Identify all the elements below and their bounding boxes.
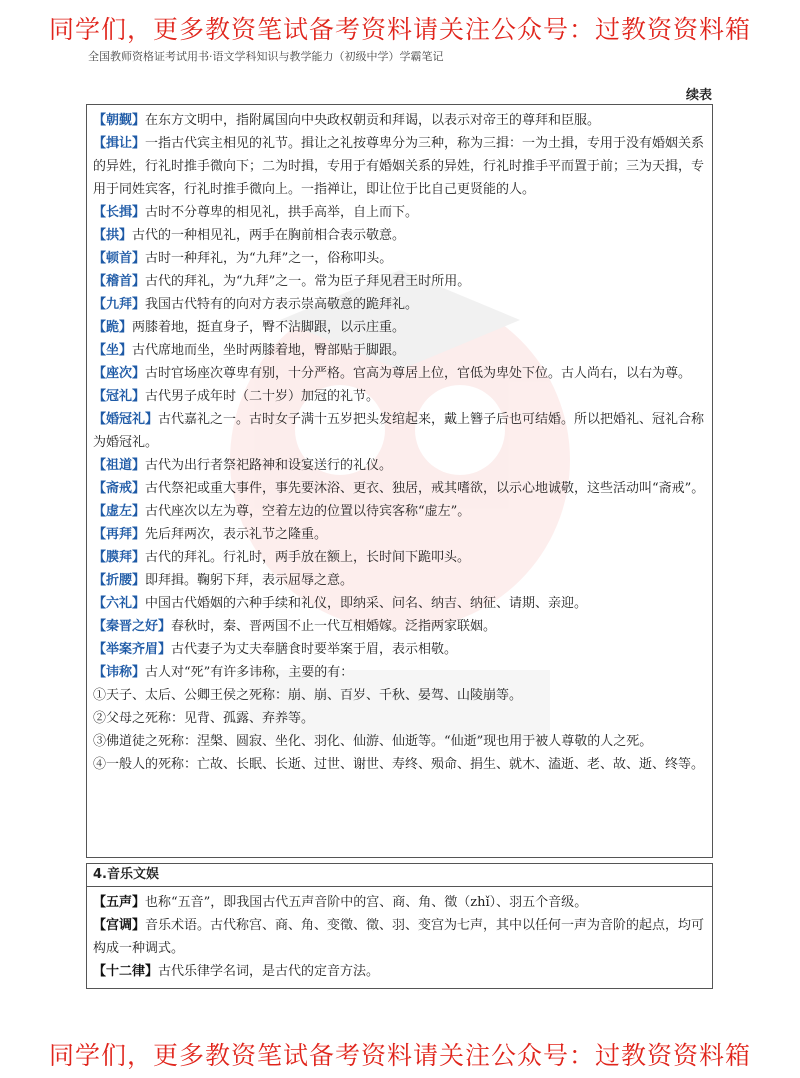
entry-text: 古代嘉礼之一。古时女子满十五岁把头发绾起来，戴上簪子后也可结婚。所以把婚礼、冠礼合称为婚冠礼。 — [93, 412, 705, 450]
entry-item — [93, 960, 706, 983]
entry-term: 【举案齐眉】 — [93, 642, 172, 657]
entry-term: 【揖让】 — [93, 136, 146, 151]
entry-item — [93, 592, 706, 615]
entry-text: 在东方文明中，指附属国向中央政权朝贡和拜谒，以表示对帝王的尊拜和臣服。 — [145, 113, 601, 128]
entry-item — [93, 615, 706, 638]
entry-term: 【跪】 — [93, 320, 133, 335]
entry-item — [93, 500, 706, 523]
etiquette-table — [86, 104, 713, 858]
entry-term: 【稽首】 — [93, 274, 146, 289]
entry-text: 古代祭祀或重大事件，事先要沐浴、更衣、独居，戒其嗜欲，以示心地诚敬，这些活动叫“斋戒”。 — [145, 481, 705, 496]
entry-text: 一指古代宾主相见的礼节。揖让之礼按尊卑分为三种，称为三揖：一为土揖，专用于没有婚姻关系的异姓，行礼时推手微向下；二为时揖，专用于有婚姻关系的异姓，行礼时推手平而置于前；三为天揖，专用于同姓宾客，行礼时推手微向上。一指禅让，即让位于比自己更贤能的人。 — [93, 136, 705, 197]
entry-text: 古代席地而坐，坐时两膝着地，臀部贴于脚跟。 — [132, 343, 406, 358]
promo-banner-bottom: 同学们，更多教资笔试备考资料请关注公众号：过教资资料箱 — [48, 1041, 751, 1070]
entry-item — [93, 546, 706, 569]
entry-text: 春秋时，秦、晋两国不止一代互相婚嫁。泛指两家联姻。 — [171, 619, 497, 634]
section-heading: 4.音乐文娱 — [87, 864, 712, 887]
entry-term: 【坐】 — [93, 343, 133, 358]
entry-term: 【朝觐】 — [93, 113, 146, 128]
entry-text: 先后拜两次，表示礼节之隆重。 — [145, 527, 328, 542]
entry-item — [93, 569, 706, 592]
entry-text: 古人对“死”有许多讳称，主要的有： — [145, 665, 354, 680]
music-entries — [87, 887, 712, 983]
entry-term: 【秦晋之好】 — [93, 619, 172, 634]
entry-text: 古时不分尊卑的相见礼，拱手高举，自上而下。 — [145, 205, 419, 220]
entry-text: 古代的拜礼，为“九拜”之一。常为臣子拜见君王时所用。 — [145, 274, 471, 289]
entry-text: 古代的拜礼。行礼时，两手放在额上，长时间下跪叩头。 — [145, 550, 471, 565]
entry-item — [93, 247, 706, 270]
entry-item — [93, 684, 706, 707]
entry-term: 【婚冠礼】 — [93, 412, 159, 427]
entry-item — [93, 753, 706, 776]
entry-term: 【斋戒】 — [93, 481, 146, 496]
entry-text: 两膝着地，挺直身子，臀不沾脚跟，以示庄重。 — [132, 320, 406, 335]
entry-term: 【六礼】 — [93, 596, 146, 611]
entry-item — [93, 707, 706, 730]
entry-text: 音乐术语。古代称宫、商、角、变徵、徵、羽、变宫为七声，其中以任何一声为音阶的起点，均可构成一种调式。 — [93, 918, 705, 956]
entry-term: 【宫调】 — [93, 918, 146, 933]
entry-term: 【虚左】 — [93, 504, 146, 519]
entry-text: ②父母之死称：见背、孤露、弃养等。 — [93, 711, 315, 726]
entry-text: 古代妻子为丈夫奉膳食时要举案于眉，表示相敬。 — [171, 642, 458, 657]
entry-item — [93, 224, 706, 247]
entry-text: 我国古代特有的向对方表示崇高敬意的跪拜礼。 — [145, 297, 419, 312]
entry-text: 即拜揖。鞠躬下拜，表示屈辱之意。 — [145, 573, 354, 588]
entry-term: 【座次】 — [93, 366, 146, 381]
music-table — [86, 863, 713, 989]
entry-text: 古代男子成年时（二十岁）加冠的礼节。 — [145, 389, 380, 404]
entry-term: 【五声】 — [93, 895, 146, 910]
entry-text: ④一般人的死称：亡故、长眠、长逝、过世、谢世、寿终、殒命、捐生、就木、溘逝、老、故、逝、终等。 — [93, 757, 705, 772]
etiquette-entries — [93, 109, 706, 776]
entry-item — [93, 914, 706, 960]
entry-text: 也称“五音”，即我国古代五声音阶中的宫、商、角、徵（zhǐ）、羽五个音级。 — [145, 895, 588, 910]
entry-item — [93, 477, 706, 500]
entry-item — [93, 385, 706, 408]
entry-term: 【拱】 — [93, 228, 133, 243]
entry-item — [93, 362, 706, 385]
entry-term: 【折腰】 — [93, 573, 146, 588]
entry-term: 【讳称】 — [93, 665, 146, 680]
entry-term: 【顿首】 — [93, 251, 146, 266]
entry-term: 【十二律】 — [93, 964, 159, 979]
entry-text: ③佛道徒之死称：涅槃、圆寂、坐化、羽化、仙游、仙逝等。“仙逝”现也用于被人尊敬的人之死。 — [93, 734, 653, 749]
entry-item — [93, 661, 706, 684]
continued-label: 续表 — [685, 88, 712, 103]
entry-term: 【膜拜】 — [93, 550, 146, 565]
entry-text: 古代乐律学名词，是古代的定音方法。 — [158, 964, 380, 979]
entry-term: 【长揖】 — [93, 205, 146, 220]
entry-item — [93, 523, 706, 546]
entry-term: 【再拜】 — [93, 527, 146, 542]
entry-term: 【祖道】 — [93, 458, 146, 473]
entry-item — [93, 270, 706, 293]
entry-text: ①天子、太后、公卿王侯之死称：崩、崩、百岁、千秋、晏驾、山陵崩等。 — [93, 688, 523, 703]
entry-item — [93, 293, 706, 316]
entry-term: 【冠礼】 — [93, 389, 146, 404]
entry-item — [93, 201, 706, 224]
entry-text: 古代为出行者祭祀路神和设宴送行的礼仪。 — [145, 458, 393, 473]
entry-text: 中国古代婚姻的六种手续和礼仪，即纳采、问名、纳吉、纳征、请期、亲迎。 — [145, 596, 588, 611]
entry-term: 【九拜】 — [93, 297, 146, 312]
book-subtitle: 全国教师资格证考试用书·语文学科知识与教学能力（初级中学）学霸笔记 — [88, 50, 444, 63]
entry-item — [93, 339, 706, 362]
entry-text: 古时官场座次尊卑有别，十分严格。官高为尊居上位，官低为卑处下位。古人尚右，以右为尊。 — [145, 366, 692, 381]
entry-item — [93, 408, 706, 454]
entry-item — [93, 730, 706, 753]
entry-item — [93, 638, 706, 661]
entry-text: 古时一种拜礼，为“九拜”之一，俗称叩头。 — [145, 251, 393, 266]
entry-item — [93, 316, 706, 339]
entry-item — [93, 891, 706, 914]
entry-item — [93, 132, 706, 201]
entry-item — [93, 454, 706, 477]
promo-banner-top: 同学们，更多教资笔试备考资料请关注公众号：过教资资料箱 — [48, 15, 751, 44]
entry-item — [93, 109, 706, 132]
entry-text: 古代的一种相见礼，两手在胸前相合表示敬意。 — [132, 228, 406, 243]
entry-text: 古代座次以左为尊，空着左边的位置以待宾客称“虚左”。 — [145, 504, 471, 519]
